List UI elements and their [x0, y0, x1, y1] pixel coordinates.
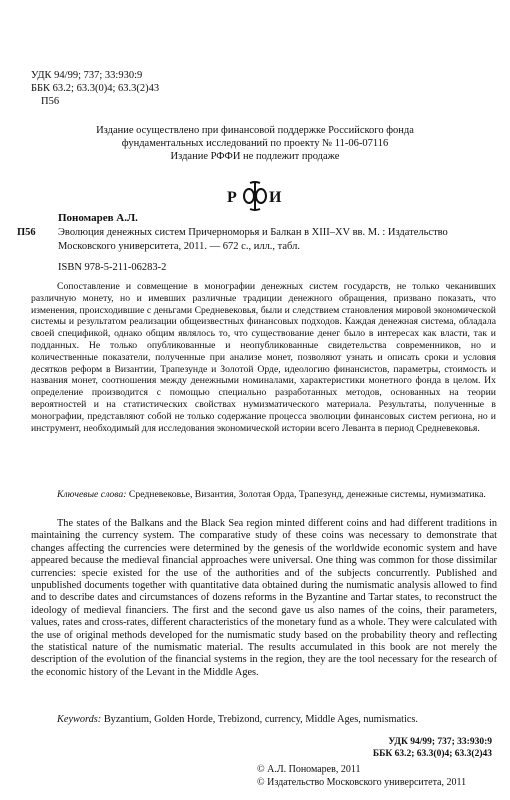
logo-letter-i: И	[269, 189, 282, 206]
funding-line-3: Издание РФФИ не подлежит продаже	[170, 151, 340, 163]
keywords-english-label: Keywords:	[57, 714, 102, 725]
abstract-russian	[31, 281, 496, 434]
book-title: Эволюция денежных систем Причерноморья и Балкан в XIII–XV вв. М. : Издательство Московского университета, 2011. — 672 с., илл., табл.	[58, 227, 448, 252]
keywords-russian-list: Средневековье, Византия, Золотая Орда, Трапезунд, денежные системы, нумизматика.	[128, 489, 486, 500]
logo-phi-icon	[244, 182, 266, 210]
abstract-english-text: The states of the Balkans and the Black Sea region minted different coins and had different traditions in maintaining the currency system. The comparative study of these coins was necessary to demonstrate that changes affecting the currencies were determined by the genesis of the worldwide economic system and have appeared because the medieval financial approaches were universal. One thing was common for those dissimilar currencies: specie existed for the use of the authorities and of the subjects concurrently. Published and unpublished documents together with quantitative data obtained during the numismatic analysis allowed to find and to describe dates and circumstances of dozens reforms in the Byzantine and Tartar states, to reconstruct the ideology of medieval financiers. The first and the second gave us also names of the coins, their parameters, values, rates and cross-rates, different characteristics of the monetary fund as a whole. They were calculated with the use of original methods developed for the numismatic study based on the probability theory and reflecting the statistical nature of the numismatic material. The results accumulated in this book are not merely the description of the evolution of the financial systems in the region, they are the tool necessary for the research of the economic history of the Levant in the Middle Ages.	[31, 518, 497, 678]
funding-line-1: Издание осуществлено при финансовой поддержке Российского фонда	[96, 125, 414, 136]
funding-line-2: фундаментальных исследований по проекту № 11-06-07116	[121, 138, 389, 150]
copyright-author: © А.Л. Пономарев, 2011	[257, 764, 361, 775]
keywords-russian-label: Ключевые слова:	[57, 489, 127, 500]
isbn: ISBN 978-5-211-06283-2	[58, 262, 167, 273]
rffi-logo-icon	[225, 181, 285, 211]
entry-author-sign: П56	[17, 227, 36, 238]
classification-codes	[31, 69, 159, 108]
keywords-russian	[31, 489, 496, 501]
logo-letter-r: Р	[227, 189, 237, 206]
keywords-english-list: Byzantium, Golden Horde, Trebizond, currency, Middle Ages, numismatics.	[103, 714, 419, 725]
udk-code: УДК 94/99; 737; 33:930:9	[31, 70, 143, 81]
funding-note	[0, 124, 510, 164]
copyright-publisher: © Издательство Московского университета, 2011	[257, 777, 467, 788]
author-sign: П56	[41, 96, 60, 107]
abstract-russian-text: Сопоставление и совмещение в монографии денежных систем государств, не только чеканивших различную монету, но и имевших различные традиции денежного обращения, призвано показать, что изменения, происходившие с деньгами Средневековья, были и следствием становления мировой экономической системы и результатом реализации общеизвестных финансовых подходов. Каждая денежная система, обладала своей спецификой, однако общим являлось то, что существование денег было в интересах как власти, так и подданных. Не только опубликованные и неопубликованные свидетельства современников, но и количественные показатели, полученные при анализе монет, позволяют узнать и описать сроки и условия десятков реформ в Византии, Трапезунде и Золотой Орде, идеологию финансистов, параметры, стоимость и названия монет, соотношения между денежными номиналами, характеристики монетного фонда в целом. Их определение производится с помощью специально разработанных методов, основанных на теории вероятностей и на статистических свойствах нумизматического материала. Результаты, полученные в монографии, представляют собой не только содержание процесса эволюции финансовых систем региона, но и инструмент, необходимый для исследования экономической истории всего Леванта в период Средневековья.	[31, 281, 496, 434]
abstract-english	[31, 518, 497, 679]
bbk-code-bottom: ББК 63.2; 63.3(0)4; 63.3(2)43	[372, 749, 492, 759]
bbk-code: ББК 63.2; 63.3(0)4; 63.3(2)43	[31, 83, 160, 94]
classification-codes-bottom	[373, 736, 492, 760]
copyright-block	[257, 763, 466, 789]
udk-code-bottom: УДК 94/99; 737; 33:930:9	[388, 737, 492, 747]
author-name: Пономарев А.Л.	[58, 212, 138, 224]
book-title-entry	[58, 226, 498, 254]
keywords-english	[31, 714, 497, 726]
